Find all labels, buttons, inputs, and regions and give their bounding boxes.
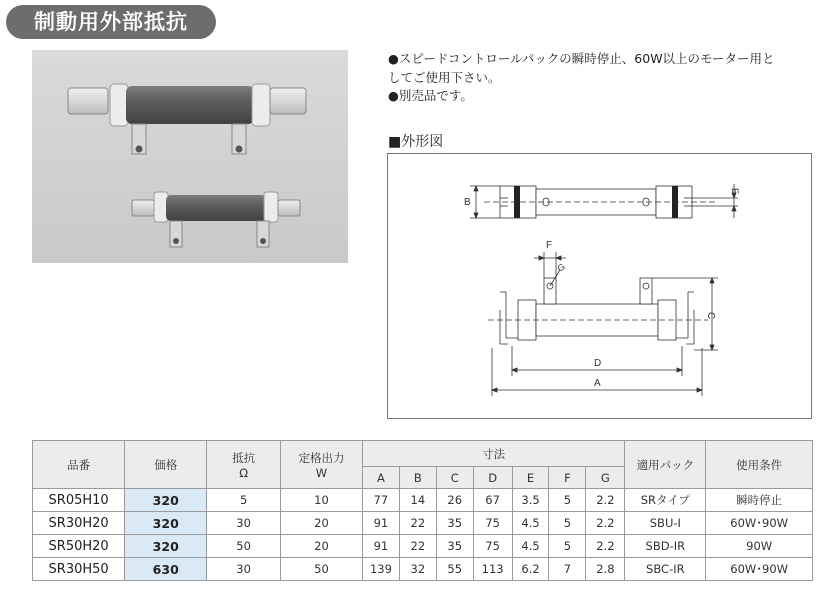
header-dim-d: D [473, 467, 512, 489]
cell-dim-b: 14 [399, 489, 436, 512]
cell-dim-g: 2.2 [586, 535, 625, 558]
cell-dim-d: 75 [473, 535, 512, 558]
header-dim-a: A [362, 467, 399, 489]
cell-dim-a: 77 [362, 489, 399, 512]
table-row [33, 489, 813, 512]
dim-label-g: G [555, 261, 567, 274]
header-dim-f: F [549, 467, 586, 489]
header-dim-c: C [436, 467, 473, 489]
cell-condition: 60W･90W [706, 512, 813, 535]
dim-label-b: B [464, 197, 471, 208]
cell-dim-f: 5 [549, 512, 586, 535]
header-resistance-label: 抵抗 [232, 450, 256, 465]
cell-condition: 瞬時停止 [706, 489, 813, 512]
cell-resistance: 5 [207, 489, 281, 512]
page-title: 制動用外部抵抗 [6, 5, 216, 39]
cell-condition: 90W [706, 535, 813, 558]
cell-power: 10 [281, 489, 363, 512]
cell-dim-b: 32 [399, 558, 436, 581]
table-row [33, 512, 813, 535]
cell-price: 320 [125, 489, 207, 512]
dimension-drawing [387, 153, 812, 419]
dim-label-a: A [594, 378, 601, 389]
cell-price: 320 [125, 512, 207, 535]
header-dimensions: 寸法 [362, 441, 624, 467]
cell-part: SR05H10 [33, 489, 125, 512]
cell-dim-e: 6.2 [512, 558, 549, 581]
cell-dim-b: 22 [399, 535, 436, 558]
header-condition: 使用条件 [706, 441, 813, 489]
cell-pack: SBC-IR [625, 558, 706, 581]
note-line: してご使用下さい。 [388, 69, 501, 85]
cell-dim-d: 75 [473, 512, 512, 535]
cell-dim-e: 3.5 [512, 489, 549, 512]
header-power [281, 441, 363, 489]
header-power-label: 定格出力 [298, 450, 345, 465]
header-resistance-unit: Ω [239, 465, 248, 480]
cell-resistance: 30 [207, 558, 281, 581]
cell-power: 50 [281, 558, 363, 581]
header-dim-b: B [399, 467, 436, 489]
header-power-unit: W [315, 465, 328, 480]
cell-power: 20 [281, 535, 363, 558]
header-dim-e: E [512, 467, 549, 489]
front-view [488, 252, 718, 396]
cell-dim-d: 113 [473, 558, 512, 581]
spec-table [32, 440, 813, 581]
cell-dim-b: 22 [399, 512, 436, 535]
cell-dim-c: 35 [436, 512, 473, 535]
cell-dim-a: 91 [362, 512, 399, 535]
cell-dim-g: 2.2 [586, 512, 625, 535]
cell-power: 20 [281, 512, 363, 535]
header-pack: 適用パック [625, 441, 706, 489]
cell-dim-f: 7 [549, 558, 586, 581]
cell-pack: SBU-I [625, 512, 706, 535]
resistor-photo-illustration [32, 50, 348, 263]
cell-resistance: 30 [207, 512, 281, 535]
cell-dim-e: 4.5 [512, 535, 549, 558]
header-resistance [207, 441, 281, 489]
dim-label-e: E [730, 188, 740, 195]
cell-dim-g: 2.2 [586, 489, 625, 512]
table-row [33, 535, 813, 558]
header-price: 価格 [125, 441, 207, 489]
cell-resistance: 50 [207, 535, 281, 558]
dim-label-d: D [594, 358, 602, 369]
dim-label-c: C [705, 312, 716, 320]
cell-dim-d: 67 [473, 489, 512, 512]
cell-dim-a: 139 [362, 558, 399, 581]
cell-part: SR30H50 [33, 558, 125, 581]
cell-dim-f: 5 [549, 489, 586, 512]
cell-price: 630 [125, 558, 207, 581]
cell-dim-e: 4.5 [512, 512, 549, 535]
cell-pack: SRタイプ [625, 489, 706, 512]
cell-dim-c: 35 [436, 535, 473, 558]
cell-dim-c: 26 [436, 489, 473, 512]
cell-dim-f: 5 [549, 535, 586, 558]
cell-condition: 60W･90W [706, 558, 813, 581]
top-view [470, 184, 738, 218]
cell-part: SR30H20 [33, 512, 125, 535]
cell-price: 320 [125, 535, 207, 558]
small-resistor [132, 192, 300, 247]
product-photo [32, 50, 348, 263]
header-dim-g: G [586, 467, 625, 489]
cell-dim-c: 55 [436, 558, 473, 581]
cell-part: SR50H20 [33, 535, 125, 558]
product-notes [388, 50, 813, 106]
cell-dim-g: 2.8 [586, 558, 625, 581]
large-resistor [68, 84, 306, 154]
cell-dim-a: 91 [362, 535, 399, 558]
note-line: ●別売品です。 [388, 88, 473, 103]
note-line: ●スピードコントロールパックの瞬時停止、60W以上のモーター用と [388, 51, 775, 66]
header-part: 品番 [33, 441, 125, 489]
table-row [33, 558, 813, 581]
dim-label-f: F [546, 240, 553, 251]
cell-pack: SBD-IR [625, 535, 706, 558]
figure-title: ■外形図 [388, 134, 444, 150]
